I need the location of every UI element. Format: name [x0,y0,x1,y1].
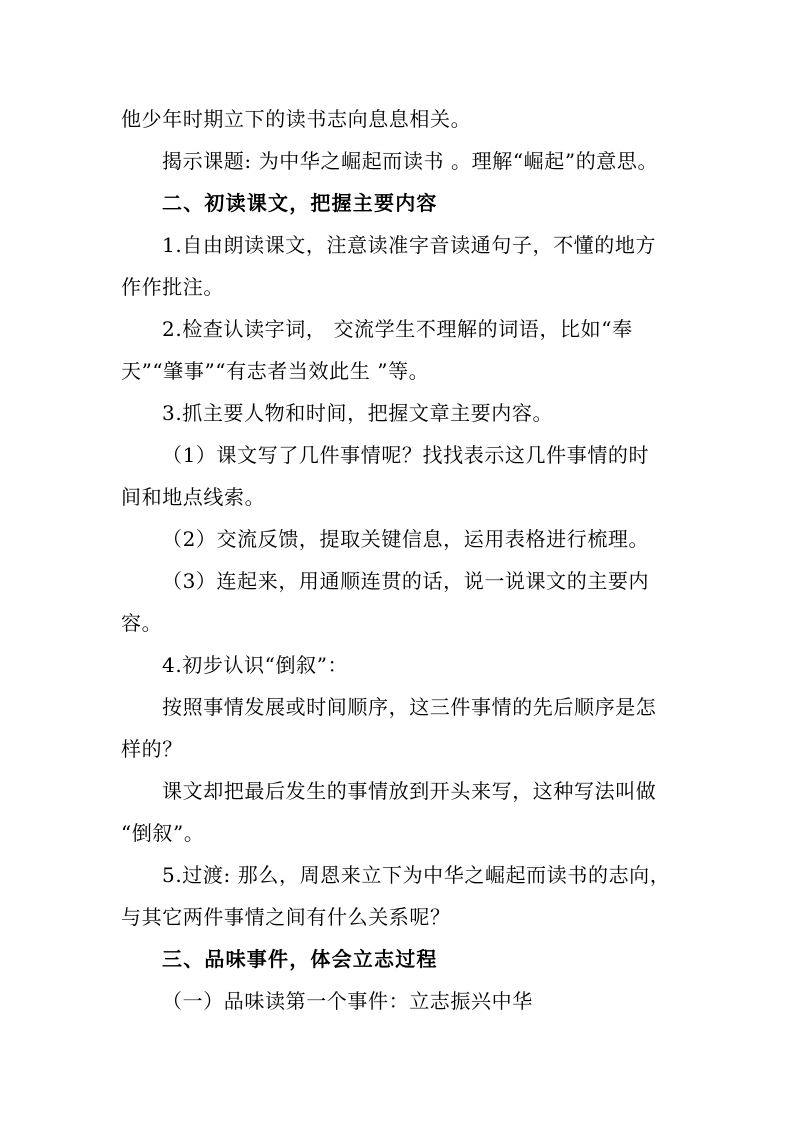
paragraph-line: 揭示课题: 为中华之崛起而读书 。理解“崛起”的意思。 [162,149,659,173]
paragraph-line: （3）连起来，用通顺连贯的话，说一说课文的主要内 [162,569,650,593]
paragraph-line: 间和地点线索。 [121,485,266,509]
paragraph-line: （一）品味读第一个事件：立志振兴中华 [162,989,533,1013]
section-heading: 二、初读课文，把握主要内容 [162,191,438,215]
paragraph-line: 他少年时期立下的读书志向息息相关。 [121,107,472,131]
paragraph-line: 5.过渡: 那么，周恩来立下为中华之崛起而读书的志向， [162,863,671,887]
section-heading: 三、品味事件，体会立志过程 [162,947,438,971]
paragraph-line: （2）交流反馈，提取关键信息，运用表格进行梳理。 [162,527,650,551]
paragraph-line: 样的？ [121,737,183,761]
paragraph-line: （1）课文写了几件事情呢？找找表示这几件事情的时 [162,443,650,467]
paragraph-line: 作作批注。 [121,275,224,299]
paragraph-line: 与其它两件事情之间有什么关系呢？ [121,905,451,929]
paragraph-line: 课文却把最后发生的事情放到开头来写，这种写法叫做 [162,779,657,803]
paragraph-line: 4.初步认识“倒叙”： [162,653,349,677]
paragraph-line: 容。 [121,611,163,635]
paragraph-line: 按照事情发展或时间顺序，这三件事情的先后顺序是怎 [162,695,657,719]
paragraph-line: 1.自由朗读课文，注意读准字音读通句子，不懂的地方 [162,233,657,257]
paragraph-line: 2.检查认读字词， 交流学生不理解的词语，比如“奉 [162,317,633,341]
paragraph-line: 3.抓主要人物和时间，把握文章主要内容。 [162,401,554,425]
paragraph-line: 天”“肇事”“有志者当效此生 ”等。 [121,359,430,383]
paragraph-line: “倒叙”。 [121,821,205,845]
